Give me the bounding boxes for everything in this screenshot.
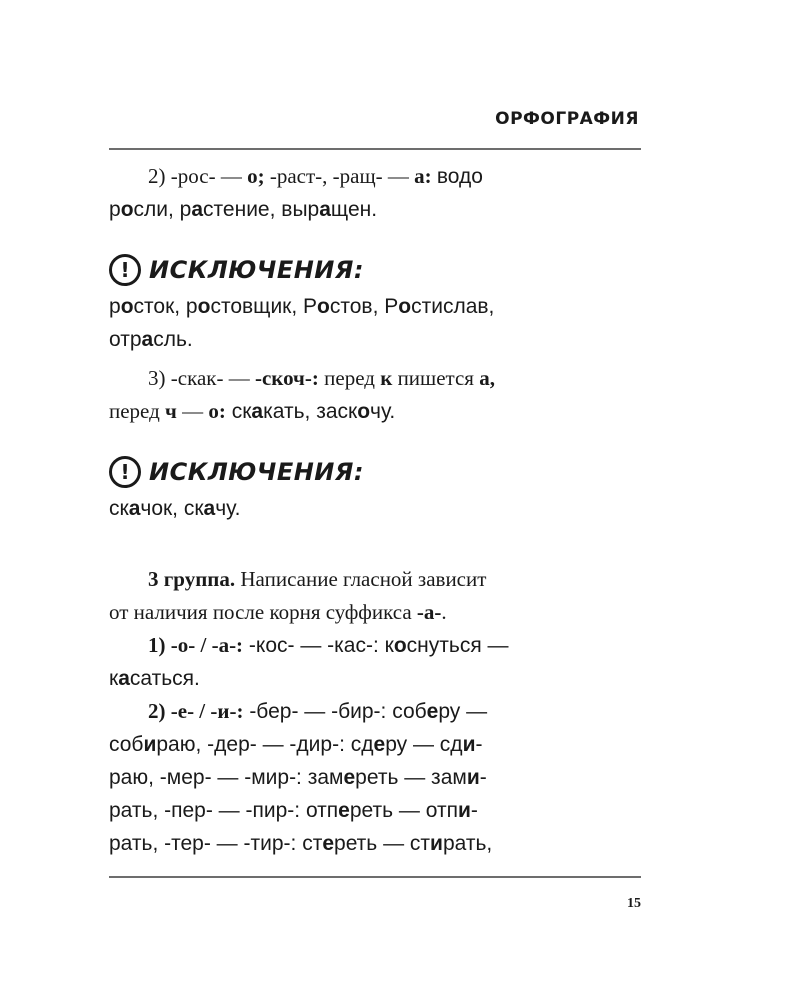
section-header: ОРФОГРАФИЯ bbox=[495, 109, 639, 129]
example: щен. bbox=[330, 198, 378, 221]
vowel-bold: а bbox=[203, 497, 216, 520]
example: ру — bbox=[438, 700, 488, 723]
alternation-bold: -о- / -а-: bbox=[170, 633, 244, 657]
example: рать, bbox=[442, 832, 493, 855]
root-bold: -скоч-: bbox=[254, 366, 319, 390]
exception-word: стов, Р bbox=[329, 295, 399, 318]
exception-word: отр bbox=[109, 328, 142, 351]
exception-word: ск bbox=[109, 497, 129, 520]
vowel-bold: е bbox=[426, 700, 439, 723]
exception-word: чок, ск bbox=[140, 497, 204, 520]
suffix-bold: -а- bbox=[416, 600, 442, 624]
example: соб bbox=[109, 733, 144, 756]
exception-word: чу. bbox=[215, 497, 241, 520]
group-text: от наличия после корня суффикса bbox=[109, 600, 417, 624]
example: ру — сд bbox=[385, 733, 463, 756]
letter-bold: ч bbox=[165, 399, 177, 423]
example: рать, -тер- — -тир-: ст bbox=[109, 832, 323, 855]
page-number: 15 bbox=[627, 896, 641, 911]
vowel-bold: е bbox=[373, 733, 386, 756]
example: водо bbox=[436, 165, 483, 188]
example: кать, заск bbox=[263, 400, 358, 423]
group-3-paragraph bbox=[109, 563, 641, 629]
vowel-bold: о: bbox=[208, 399, 226, 423]
exceptions-list bbox=[109, 290, 641, 356]
period: . bbox=[441, 600, 447, 624]
example: сли, р bbox=[133, 198, 192, 221]
item-number: 3) bbox=[148, 366, 171, 390]
root: -рос- bbox=[170, 164, 216, 188]
vowel-bold: и bbox=[462, 733, 476, 756]
letter-bold: к bbox=[380, 366, 393, 390]
exclamation-circle-icon: ! bbox=[109, 254, 141, 286]
exception-word: сль. bbox=[153, 328, 193, 351]
dash: — bbox=[382, 164, 415, 188]
root: -скак- bbox=[170, 366, 224, 390]
example: чу. bbox=[370, 400, 396, 423]
dash: — bbox=[176, 399, 209, 423]
footer-rule bbox=[109, 876, 641, 878]
vowel-bold: а bbox=[191, 198, 204, 221]
rule-text: пишется bbox=[392, 366, 480, 390]
vowel-bold: е bbox=[322, 832, 335, 855]
dash: — bbox=[215, 164, 248, 188]
example: стение, выр bbox=[203, 198, 320, 221]
vowel-bold: о bbox=[120, 198, 134, 221]
exceptions-title: ИСКЛЮЧЕНИЯ: bbox=[149, 457, 364, 486]
vowel-bold: а bbox=[251, 400, 264, 423]
vowel-bold: а bbox=[118, 667, 130, 690]
exception-word: стовщик, Р bbox=[210, 295, 318, 318]
vowel-bold: е bbox=[338, 799, 350, 822]
vowel-bold: о bbox=[120, 295, 134, 318]
exceptions-heading bbox=[109, 452, 641, 492]
exceptions-title: ИСКЛЮЧЕНИЯ: bbox=[149, 255, 364, 284]
group-label: 3 группа. bbox=[148, 567, 236, 591]
exception-word: р bbox=[109, 295, 121, 318]
rule-1-paragraph bbox=[109, 629, 641, 695]
rule-text: перед bbox=[109, 399, 166, 423]
example: рать, -пер- — -пир-: отп bbox=[109, 799, 339, 822]
exceptions-list bbox=[109, 492, 641, 525]
rule-2b-paragraph bbox=[109, 695, 641, 860]
item-number: 1) bbox=[148, 633, 171, 657]
vowel-bold: а, bbox=[479, 366, 495, 390]
alternation-bold: -е- / -и-: bbox=[170, 699, 244, 723]
vowel-bold: а bbox=[128, 497, 141, 520]
root: -раст- bbox=[269, 164, 323, 188]
vowel-bold: а bbox=[141, 328, 154, 351]
vowel-bold: о; bbox=[247, 164, 265, 188]
page-content bbox=[109, 156, 641, 860]
example: саться. bbox=[129, 667, 200, 690]
vowel-bold: о bbox=[317, 295, 330, 318]
comma: , bbox=[322, 164, 333, 188]
example: раю, -дер- — -дир-: сд bbox=[156, 733, 374, 756]
example: раю, -мер- — -мир-: зам bbox=[109, 766, 344, 789]
vowel-bold: и bbox=[430, 832, 443, 855]
vowel-bold: а bbox=[319, 198, 331, 221]
item-number: 2) bbox=[148, 164, 171, 188]
example: к bbox=[109, 667, 119, 690]
root: -ращ- bbox=[332, 164, 383, 188]
example: реть — зам bbox=[355, 766, 467, 789]
example: - bbox=[479, 766, 487, 789]
vowel-bold: е bbox=[343, 766, 356, 789]
item-number: 2) bbox=[148, 699, 171, 723]
example: снуться — bbox=[406, 634, 509, 657]
vowel-bold: о bbox=[357, 400, 371, 423]
rule-2-paragraph bbox=[109, 160, 641, 226]
example: ск bbox=[225, 400, 252, 423]
example: реть — отп bbox=[349, 799, 458, 822]
vowel-bold: и bbox=[466, 766, 480, 789]
example: - bbox=[475, 733, 483, 756]
header-rule bbox=[109, 148, 641, 150]
rule-3-paragraph bbox=[109, 362, 641, 428]
vowel-bold: а: bbox=[414, 164, 432, 188]
example: р bbox=[109, 198, 121, 221]
example: - bbox=[470, 799, 478, 822]
vowel-bold: о bbox=[393, 634, 407, 657]
example: реть — ст bbox=[334, 832, 431, 855]
vowel-bold: и bbox=[143, 733, 157, 756]
dash: — bbox=[223, 366, 255, 390]
rule-text: перед bbox=[318, 366, 381, 390]
vowel-bold: о bbox=[398, 295, 412, 318]
example: -бер- — -бир-: соб bbox=[243, 700, 427, 723]
exception-word: сток, р bbox=[133, 295, 198, 318]
example: к bbox=[384, 634, 394, 657]
vowel-bold: и bbox=[457, 799, 471, 822]
exception-word: стислав, bbox=[411, 295, 495, 318]
exceptions-heading bbox=[109, 250, 641, 290]
vowel-bold: о bbox=[197, 295, 211, 318]
group-text: Написание гласной зависит bbox=[235, 567, 487, 591]
roots: -кос- — -кас-: bbox=[243, 634, 385, 657]
exclamation-circle-icon: ! bbox=[109, 456, 141, 488]
